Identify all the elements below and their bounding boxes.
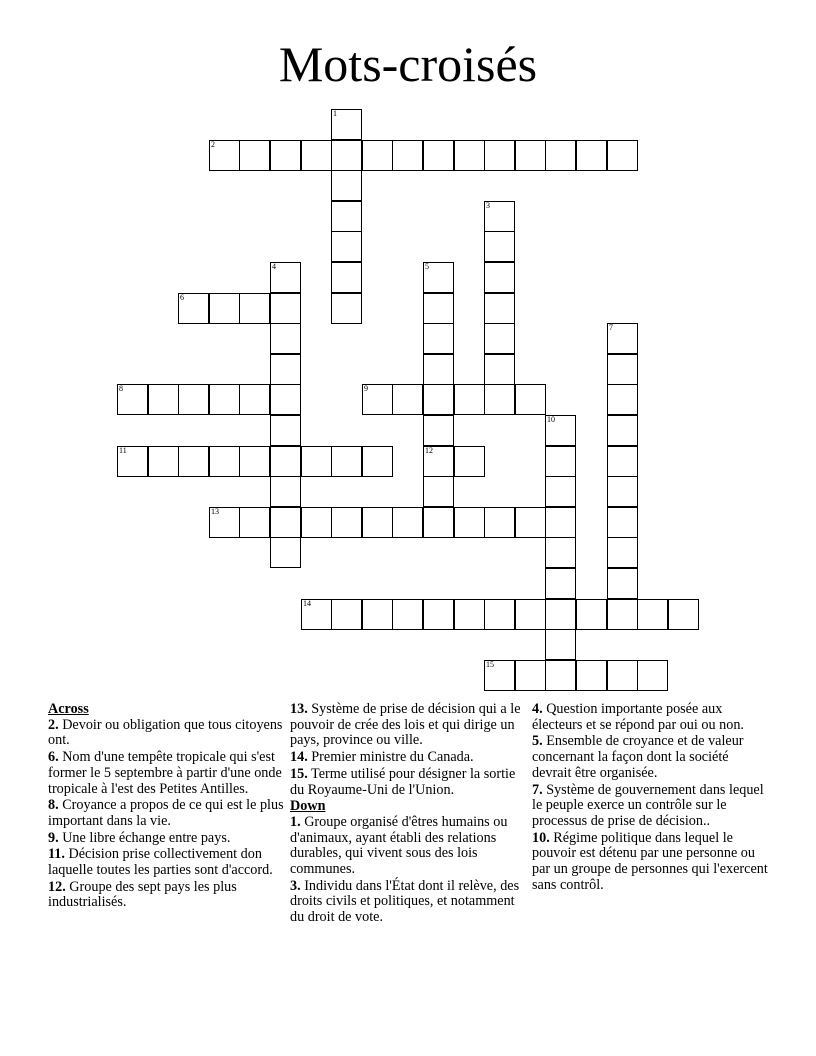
grid-cell[interactable]: [576, 599, 607, 630]
clue-number: 4: [272, 262, 276, 271]
grid-cell[interactable]: [607, 507, 638, 538]
grid-cell[interactable]: [484, 231, 515, 262]
clue-across-9: 9. Une libre échange entre pays.: [48, 829, 231, 846]
grid-cell[interactable]: [423, 446, 454, 477]
clue-across-2: 2. Devoir ou obligation que tous citoyens ont.: [48, 716, 283, 749]
grid-cell[interactable]: [362, 446, 393, 477]
grid-cell[interactable]: [209, 140, 240, 171]
grid-cell[interactable]: [392, 507, 423, 538]
clue-number: 11: [119, 446, 127, 455]
clue-down-3: 3. Individu dans l'État dont il relève, des droits civils et politiques, et notamment du droit de vote.: [290, 877, 520, 926]
grid-cell[interactable]: [484, 599, 515, 630]
grid-cell[interactable]: [392, 599, 423, 630]
clue-across-12: 12. Groupe des sept pays les plus industrialisés.: [48, 878, 237, 911]
clue-number: 15: [486, 660, 494, 669]
grid-cell[interactable]: [607, 354, 638, 385]
grid-cell[interactable]: [484, 140, 515, 171]
grid-cell[interactable]: [607, 568, 638, 599]
grid-cell[interactable]: [484, 262, 515, 293]
grid-cell[interactable]: [117, 384, 148, 415]
grid-cell[interactable]: [607, 476, 638, 507]
grid-cell[interactable]: [178, 293, 209, 324]
grid-cell[interactable]: [209, 384, 240, 415]
grid-cell[interactable]: [423, 415, 454, 446]
grid-cell[interactable]: [423, 293, 454, 324]
grid-cell[interactable]: [331, 507, 362, 538]
grid-cell[interactable]: [484, 354, 515, 385]
grid-cell[interactable]: [362, 599, 393, 630]
grid-cell[interactable]: [270, 354, 301, 385]
grid-cell[interactable]: [331, 109, 362, 140]
grid-cell[interactable]: [668, 599, 699, 630]
grid-cell[interactable]: [607, 446, 638, 477]
grid-cell[interactable]: [423, 507, 454, 538]
clue-number: 5: [425, 262, 429, 271]
grid-cell[interactable]: [239, 140, 270, 171]
grid-cell[interactable]: [454, 140, 485, 171]
grid-cell[interactable]: [454, 384, 485, 415]
clue-number: 3: [486, 201, 490, 210]
grid-cell[interactable]: [545, 568, 576, 599]
grid-cell[interactable]: [270, 384, 301, 415]
grid-cell[interactable]: [423, 140, 454, 171]
grid-cell[interactable]: [270, 446, 301, 477]
grid-cell[interactable]: [515, 384, 546, 415]
clue-across-13: 13. Système de prise de décision qui a le pouvoir de crée des lois et qui dirige un pays, province ou ville.: [290, 701, 521, 749]
grid-cell[interactable]: [270, 507, 301, 538]
grid-cell[interactable]: [117, 446, 148, 477]
grid-cell[interactable]: [362, 140, 393, 171]
grid-cell[interactable]: [331, 140, 362, 171]
clue-number: 2: [211, 140, 215, 149]
grid-cell[interactable]: [209, 293, 240, 324]
grid-cell[interactable]: [178, 446, 209, 477]
grid-cell[interactable]: [301, 507, 332, 538]
clue-number: 9: [364, 384, 368, 393]
grid-cell[interactable]: [270, 293, 301, 324]
grid-cell[interactable]: [515, 140, 546, 171]
grid-cell[interactable]: [484, 293, 515, 324]
grid-cell[interactable]: [545, 507, 576, 538]
grid-cell[interactable]: [484, 384, 515, 415]
grid-cell[interactable]: [576, 140, 607, 171]
grid-cell[interactable]: [362, 384, 393, 415]
grid-cell[interactable]: [331, 231, 362, 262]
grid-cell[interactable]: [607, 415, 638, 446]
grid-cell[interactable]: [331, 599, 362, 630]
clue-across-14: 14. Premier ministre du Canada.: [290, 749, 474, 766]
grid-cell[interactable]: [301, 446, 332, 477]
down-header: Down: [290, 798, 326, 815]
grid-cell[interactable]: [239, 507, 270, 538]
grid-cell[interactable]: [331, 170, 362, 201]
grid-cell[interactable]: [545, 446, 576, 477]
grid-cell[interactable]: [270, 476, 301, 507]
grid-cell[interactable]: [362, 507, 393, 538]
grid-cell[interactable]: [270, 537, 301, 568]
grid-cell[interactable]: [148, 446, 179, 477]
grid-cell[interactable]: [484, 660, 515, 691]
grid-cell[interactable]: [545, 140, 576, 171]
grid-cell[interactable]: [545, 537, 576, 568]
grid-cell[interactable]: [637, 660, 668, 691]
grid-cell[interactable]: [423, 354, 454, 385]
grid-cell[interactable]: [576, 660, 607, 691]
grid-cell[interactable]: [423, 599, 454, 630]
grid-cell[interactable]: [607, 537, 638, 568]
clues-column-3: [532, 702, 768, 894]
grid-cell[interactable]: [423, 384, 454, 415]
clue-number: 13: [211, 507, 219, 516]
clues-column-2: [290, 702, 530, 927]
clue-across-15: 15. Terme utilisé pour désigner la sortie du Royaume-Uni de l'Union.: [290, 765, 516, 798]
grid-cell[interactable]: [423, 476, 454, 507]
grid-cell[interactable]: [484, 323, 515, 354]
grid-cell[interactable]: [331, 262, 362, 293]
grid-cell[interactable]: [239, 384, 270, 415]
clues-column-1: [48, 702, 288, 912]
clue-down-1: 1. Groupe organisé d'êtres humains ou d'animaux, ayant établi des relations durables, qui vivent sous des lois communes.: [290, 813, 508, 878]
grid-cell[interactable]: [209, 446, 240, 477]
grid-cell[interactable]: [270, 323, 301, 354]
grid-cell[interactable]: [607, 140, 638, 171]
grid-cell[interactable]: [301, 599, 332, 630]
grid-cell[interactable]: [148, 384, 179, 415]
grid-cell[interactable]: [178, 384, 209, 415]
grid-cell[interactable]: [515, 507, 546, 538]
grid-cell[interactable]: [484, 507, 515, 538]
grid-cell[interactable]: [607, 323, 638, 354]
page-title: Mots-croisés: [278, 36, 538, 92]
grid-cell[interactable]: [209, 507, 240, 538]
grid-cell[interactable]: [423, 262, 454, 293]
grid-cell[interactable]: [545, 660, 576, 691]
clue-across-11: 11. Décision prise collectivement don laquelle toutes les parties sont d'accord.: [48, 846, 273, 879]
grid-cell[interactable]: [607, 599, 638, 630]
clue-number: 10: [547, 415, 555, 424]
grid-cell[interactable]: [545, 415, 576, 446]
grid-cell[interactable]: [331, 446, 362, 477]
grid-cell[interactable]: [454, 507, 485, 538]
grid-cell[interactable]: [423, 323, 454, 354]
clue-down-10: 10. Régime politique dans lequel le pouvoir est détenu par une personne ou par un groupe de personnes qui l'exercent sans contrôl.: [532, 829, 768, 893]
grid-cell[interactable]: [454, 446, 485, 477]
grid-cell[interactable]: [545, 629, 576, 660]
grid-cell[interactable]: [392, 140, 423, 171]
grid-cell[interactable]: [331, 293, 362, 324]
clue-number: 6: [180, 293, 184, 302]
grid-cell[interactable]: [301, 140, 332, 171]
grid-cell[interactable]: [607, 384, 638, 415]
clue-number: 14: [303, 599, 311, 608]
clue-number: 12: [425, 446, 433, 455]
clue-across-6: 6. Nom d'une tempête tropicale qui s'est former le 5 septembre à partir d'une onde tropicale à l'est des Petites Antilles.: [48, 749, 282, 797]
clue-down-7: 7. Système de gouvernement dans lequel le peuple exerce un contrôle sur le processus de prise de décision..: [532, 781, 764, 829]
grid-cell[interactable]: [331, 201, 362, 232]
grid-cell[interactable]: [607, 660, 638, 691]
grid-cell[interactable]: [454, 599, 485, 630]
clue-down-5: 5. Ensemble de croyance et de valeur concernant la façon dont la société devrait être organisée.: [532, 733, 744, 781]
clue-across-8: 8. Croyance a propos de ce qui est le plus important dans la vie.: [48, 797, 284, 829]
grid-cell[interactable]: [270, 415, 301, 446]
grid-cell[interactable]: [637, 599, 668, 630]
grid-cell[interactable]: [545, 476, 576, 507]
grid-cell[interactable]: [239, 446, 270, 477]
clue-number: 7: [609, 323, 613, 332]
clue-number: 8: [119, 384, 123, 393]
grid-cell[interactable]: [239, 293, 270, 324]
grid-cell[interactable]: [545, 599, 576, 630]
grid-cell[interactable]: [270, 262, 301, 293]
grid-cell[interactable]: [515, 660, 546, 691]
grid-cell[interactable]: [515, 599, 546, 630]
clue-number: 1: [333, 109, 337, 118]
grid-cell[interactable]: [270, 140, 301, 171]
grid-cell[interactable]: [484, 201, 515, 232]
clue-down-4: 4. Question importante posée aux électeurs et se répond par oui ou non.: [532, 701, 744, 733]
across-header: Across: [48, 701, 89, 717]
grid-cell[interactable]: [392, 384, 423, 415]
